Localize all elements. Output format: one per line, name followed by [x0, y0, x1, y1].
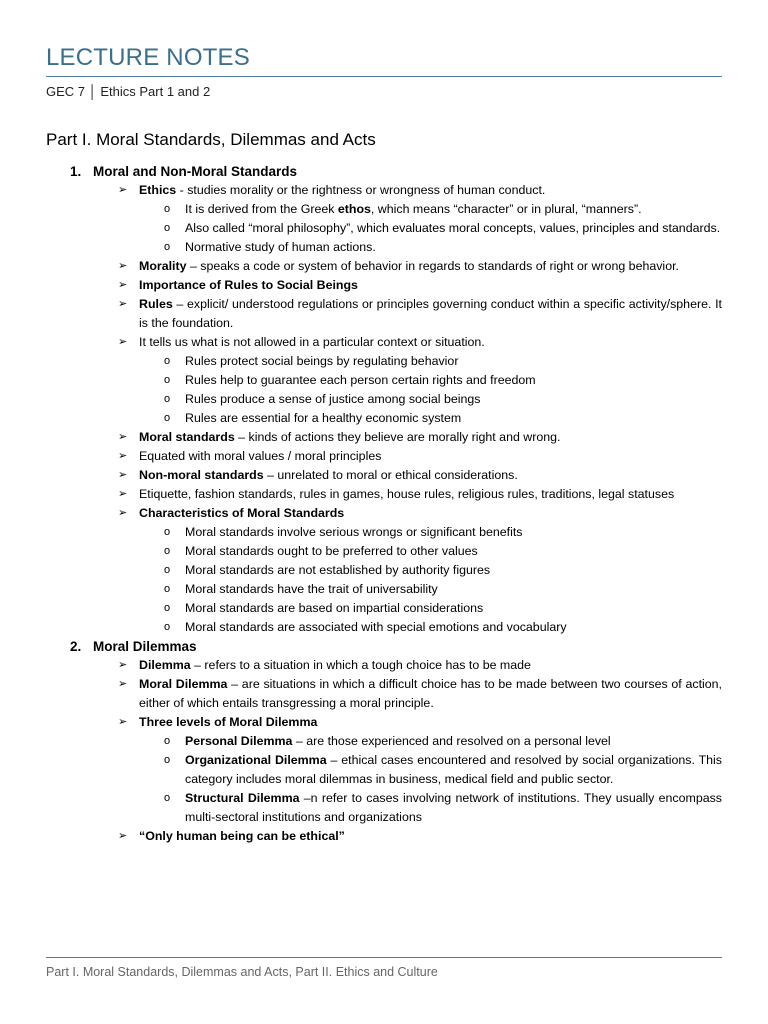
list-item — [46, 618, 722, 637]
circle-bullet-icon: o — [164, 792, 171, 804]
list-item — [46, 713, 722, 732]
item-text: – explicit/ understood regulations or principles governing conduct within a specific activity/sphere. It is the foundation. — [139, 297, 722, 330]
item-term: Moral Dilemma — [139, 677, 228, 691]
item-term: Three levels of Moral Dilemma — [139, 715, 318, 729]
arrow-bullet-icon: ➢ — [118, 298, 128, 310]
circle-bullet-icon: o — [164, 241, 171, 253]
arrow-bullet-icon: ➢ — [118, 469, 128, 481]
item-term: Organizational Dilemma — [185, 753, 327, 767]
item-text: Equated with moral values / moral principles — [139, 449, 382, 463]
list-item — [46, 295, 722, 333]
item-term: Dilemma — [139, 658, 191, 672]
item-text: Also called “moral philosophy”, which evaluates moral concepts, values, principles and standards. — [185, 221, 721, 235]
item-term: Rules — [139, 297, 173, 311]
arrow-bullet-icon: ➢ — [118, 507, 128, 519]
section-number: 1. — [70, 164, 82, 179]
list-item — [46, 181, 722, 200]
list-item — [46, 352, 722, 371]
list-item — [46, 827, 722, 846]
list-item — [46, 561, 722, 580]
item-text: – ethical cases encountered and resolved by social organizations. This category includes moral dilemmas in business, medical field and public sector. — [185, 753, 722, 786]
section-title: Moral and Non-Moral Standards — [93, 164, 298, 179]
circle-bullet-icon: o — [164, 545, 171, 557]
item-text: Moral standards are based on impartial considerations — [185, 601, 484, 615]
section-number: 2. — [70, 639, 82, 654]
item-text: , which means “character” or in plural, “manners”. — [370, 202, 642, 216]
circle-bullet-icon: o — [164, 374, 171, 386]
item-text: – refers to a situation in which a tough choice has to be made — [190, 658, 531, 672]
item-text: It tells us what is not allowed in a particular context or situation. — [139, 335, 485, 349]
circle-bullet-icon: o — [164, 203, 171, 215]
item-term: Personal Dilemma — [185, 734, 293, 748]
list-item — [46, 523, 722, 542]
circle-bullet-icon: o — [164, 621, 171, 633]
list-item — [46, 333, 722, 352]
list-item — [46, 219, 722, 238]
item-term: Importance of Rules to Social Beings — [139, 278, 358, 292]
item-text: Rules produce a sense of justice among social beings — [185, 392, 481, 406]
item-text: – speaks a code or system of behavior in regards to standards of right or wrong behavior. — [186, 259, 679, 273]
item-term: Ethics — [139, 183, 177, 197]
circle-bullet-icon: o — [164, 412, 171, 424]
circle-bullet-icon: o — [164, 355, 171, 367]
list-item — [46, 276, 722, 295]
circle-bullet-icon: o — [164, 526, 171, 538]
item-text: Moral standards are not established by authority figures — [185, 563, 491, 577]
arrow-bullet-icon: ➢ — [118, 450, 128, 462]
item-text: - studies morality or the rightness or wrongness of human conduct. — [176, 183, 546, 197]
arrow-bullet-icon: ➢ — [118, 260, 128, 272]
circle-bullet-icon: o — [164, 602, 171, 614]
circle-bullet-icon: o — [164, 583, 171, 595]
item-term: Morality — [139, 259, 187, 273]
item-text: –n refer to cases involving network of institutions. They usually encompass multi-sectoral institutions and organizations — [185, 791, 722, 824]
item-term: ethos — [337, 202, 371, 216]
item-text: – kinds of actions they believe are morally right and wrong. — [234, 430, 561, 444]
list-item — [46, 390, 722, 409]
item-text: Rules are essential for a healthy economic system — [185, 411, 462, 425]
list-item — [46, 409, 722, 428]
list-item — [46, 447, 722, 466]
list-item — [46, 466, 722, 485]
arrow-bullet-icon: ➢ — [118, 678, 128, 690]
document-body — [46, 162, 722, 846]
circle-bullet-icon: o — [164, 754, 171, 766]
item-text: It is derived from the Greek — [185, 202, 338, 216]
item-term: “Only human being can be ethical” — [139, 829, 345, 843]
list-item — [46, 542, 722, 561]
circle-bullet-icon: o — [164, 564, 171, 576]
list-item — [46, 751, 722, 789]
section-heading-moral-dilemmas — [46, 637, 722, 656]
item-text: – are situations in which a difficult choice has to be made between two courses of action, either of which entails transgressing a moral principle. — [139, 677, 722, 710]
page-title: LECTURE NOTES — [46, 44, 250, 71]
item-text: Moral standards have the trait of universability — [185, 582, 438, 596]
list-item — [46, 257, 722, 276]
item-text: Moral standards are associated with special emotions and vocabulary — [185, 620, 567, 634]
list-item — [46, 732, 722, 751]
item-term: Structural Dilemma — [185, 791, 300, 805]
arrow-bullet-icon: ➢ — [118, 488, 128, 500]
item-term: Characteristics of Moral Standards — [139, 506, 345, 520]
part-heading: Part I. Moral Standards, Dilemmas and Acts — [46, 130, 376, 149]
item-term: Moral standards — [139, 430, 235, 444]
circle-bullet-icon: o — [164, 393, 171, 405]
page-footer: Part I. Moral Standards, Dilemmas and Acts, Part II. Ethics and Culture — [46, 965, 438, 979]
list-item — [46, 485, 722, 504]
title-divider — [46, 76, 722, 77]
list-item — [46, 428, 722, 447]
arrow-bullet-icon: ➢ — [118, 184, 128, 196]
list-item — [46, 675, 722, 713]
item-text: Rules help to guarantee each person certain rights and freedom — [185, 373, 536, 387]
arrow-bullet-icon: ➢ — [118, 279, 128, 291]
circle-bullet-icon: o — [164, 222, 171, 234]
circle-bullet-icon: o — [164, 735, 171, 747]
footer-divider — [46, 957, 722, 958]
item-text: Rules protect social beings by regulating behavior — [185, 354, 459, 368]
arrow-bullet-icon: ➢ — [118, 659, 128, 671]
list-item — [46, 656, 722, 675]
arrow-bullet-icon: ➢ — [118, 336, 128, 348]
item-text: Moral standards ought to be preferred to other values — [185, 544, 478, 558]
list-item — [46, 238, 722, 257]
item-text: – are those experienced and resolved on a personal level — [292, 734, 611, 748]
item-term: Non-moral standards — [139, 468, 264, 482]
list-item — [46, 599, 722, 618]
list-item — [46, 200, 722, 219]
arrow-bullet-icon: ➢ — [118, 431, 128, 443]
page-subtitle: GEC 7 │ Ethics Part 1 and 2 — [46, 84, 211, 99]
section-heading-moral-standards — [46, 162, 722, 181]
item-text: Etiquette, fashion standards, rules in games, house rules, religious rules, traditions, legal statuses — [139, 487, 675, 501]
section-title: Moral Dilemmas — [93, 639, 197, 654]
item-text: – unrelated to moral or ethical considerations. — [263, 468, 518, 482]
list-item — [46, 504, 722, 523]
arrow-bullet-icon: ➢ — [118, 716, 128, 728]
list-item — [46, 580, 722, 599]
list-item — [46, 789, 722, 827]
item-text: Moral standards involve serious wrongs or significant benefits — [185, 525, 523, 539]
arrow-bullet-icon: ➢ — [118, 830, 128, 842]
item-text: Normative study of human actions. — [185, 240, 376, 254]
list-item — [46, 371, 722, 390]
